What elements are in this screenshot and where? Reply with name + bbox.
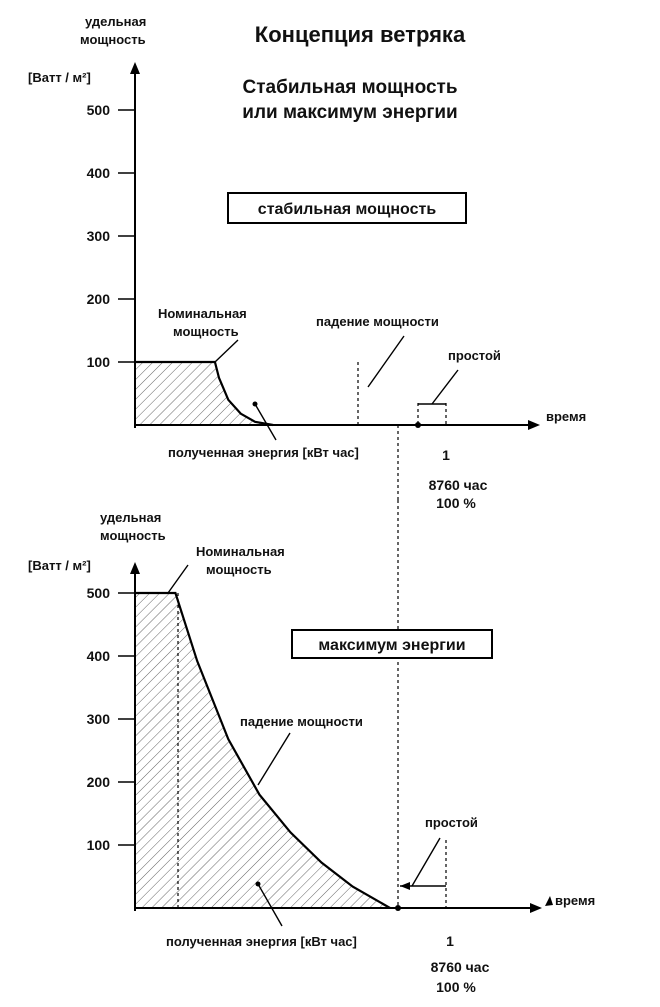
c1-tick-label: 100 [86,354,110,370]
c2-tick-label: 200 [86,774,110,790]
c2-y-arrow-icon [130,562,140,574]
subtitle-line2: или максимум энергии [242,102,458,123]
c1-nominal-line1: Номинальная [158,306,247,321]
c2-tick-label: 100 [86,837,110,853]
c2-y-ticks [87,585,135,853]
c1-tick-label: 300 [86,228,110,244]
c1-x-end-percent: 100 % [436,495,476,511]
c1-yunit: [Ватт / м²] [28,70,91,85]
c2-xlabel: время [555,893,596,908]
c1-drop-leader [368,336,404,387]
c1-xlabel: время [546,409,587,424]
c2-energy-label: полученная энергия [кВт час] [166,934,357,949]
c1-box-label: стабильная мощность [257,201,437,218]
c1-energy-area [135,362,273,425]
c1-tick-label: 400 [86,165,110,181]
c1-tick-label: 200 [86,291,110,307]
c1-ylabel-line2: мощность [80,32,146,47]
c2-drop-leader [258,733,290,785]
c2-x-end-percent: 100 % [436,979,476,995]
c2-xlabel-mark-icon [545,896,553,906]
c1-x-end-hours: 8760 час [428,477,488,493]
c2-nominal-line2: мощность [206,562,272,577]
c2-tick-label: 500 [86,585,110,601]
c2-tick-label: 400 [86,648,110,664]
c2-nominal-line1: Номинальная [196,544,285,559]
c1-idle-label: простой [448,348,501,363]
c1-end-dot [415,422,421,428]
c2-idle-arrow-icon [400,882,410,890]
c1-ylabel-line1: удельная [85,14,147,29]
c2-x-arrow-icon [530,903,542,913]
c1-x-end-tick: 1 [442,447,450,463]
c2-tick-label: 300 [86,711,110,727]
c2-drop-label: падение мощности [240,714,363,729]
c2-box-label: максимум энергии [318,637,466,654]
c1-nominal-leader [215,340,238,362]
c1-nominal-line2: мощность [173,324,239,339]
c2-idle-leader [412,838,440,886]
c1-energy-label: полученная энергия [кВт час] [168,445,359,460]
c2-x-end-hours: 8760 час [430,959,490,975]
c2-idle-label: простой [425,815,478,830]
c2-nominal-leader [168,565,188,593]
c1-tick-label: 500 [86,102,110,118]
chart-max-energy [28,510,595,995]
c1-drop-label: падение мощности [316,314,439,329]
c2-x-end-tick: 1 [446,933,454,949]
c2-ylabel-line1: удельная [100,510,162,525]
c1-x-arrow-icon [528,420,540,430]
subtitle-line1: Стабильная мощность [242,77,458,98]
c1-y-ticks [87,102,135,370]
c2-end-dot [395,905,401,911]
c2-yunit: [Ватт / м²] [28,558,91,573]
c1-y-arrow-icon [130,62,140,74]
page-title: Концепция ветряка [254,22,466,47]
c2-ylabel-line2: мощность [100,528,166,543]
c1-idle-leader [432,370,458,404]
